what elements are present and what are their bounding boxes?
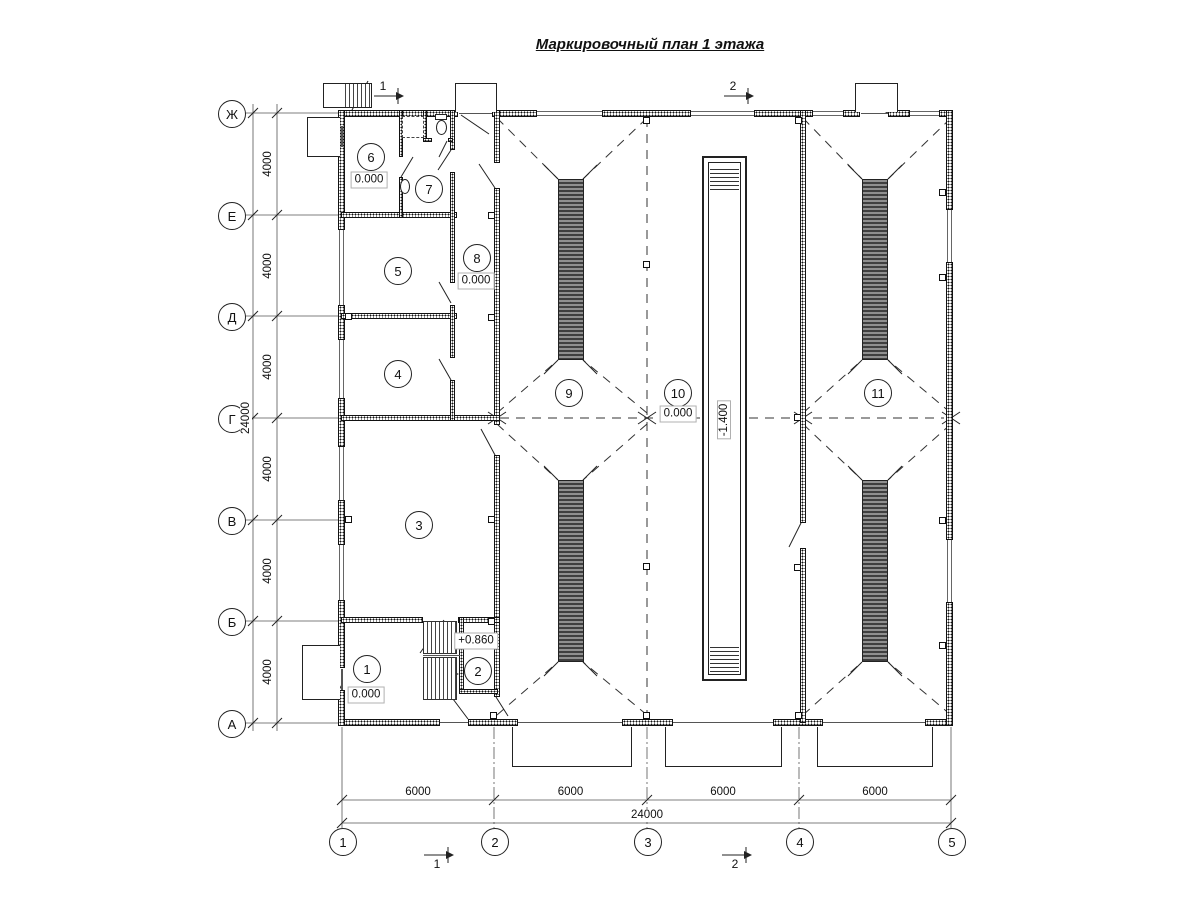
- axis-circle-col: 2: [481, 828, 509, 856]
- axis-circle-col: 5: [938, 828, 966, 856]
- column-pilaster: [643, 712, 650, 719]
- wall-segment: [450, 305, 455, 358]
- column-pilaster: [488, 212, 495, 219]
- window: [910, 111, 939, 116]
- axis-circle-row: А: [218, 710, 246, 738]
- roof-slope-line: [583, 360, 647, 413]
- threshold-line: [673, 722, 773, 723]
- pit-steps-bottom: [710, 644, 739, 672]
- window: [947, 210, 952, 262]
- section-mark-label: 2: [731, 857, 739, 871]
- threshold-line: [861, 113, 888, 114]
- toilet-bowl: [436, 120, 447, 135]
- column-pilaster: [490, 712, 497, 719]
- roof-slope-line-tip: [848, 165, 862, 179]
- dim-label-bottom: 6000: [557, 786, 584, 798]
- wall-segment: [946, 262, 953, 540]
- entrance-porch: [307, 117, 340, 157]
- window: [947, 540, 952, 602]
- entrance-porch: [302, 645, 340, 700]
- wall-segment: [459, 689, 498, 694]
- roof-slope-line-tip: [888, 662, 902, 676]
- window: [339, 447, 344, 500]
- room-number-circle: 1: [353, 655, 381, 683]
- door-swing-line: [438, 150, 451, 170]
- roof-slope-line-tip: [888, 360, 902, 374]
- wall-segment: [946, 602, 953, 726]
- dim-label-left: 4000: [262, 252, 274, 279]
- threshold-line: [341, 126, 343, 147]
- pit-steps-top: [710, 166, 739, 192]
- elevation-label: 0.000: [348, 687, 385, 704]
- dim-label-bottom-total: 24000: [631, 809, 663, 821]
- roof-slope-line-tip: [544, 466, 558, 480]
- roof-lantern-strip: [558, 179, 584, 360]
- roof-slope-line-tip: [888, 466, 902, 480]
- threshold-line: [518, 722, 622, 723]
- section-arrowhead: [396, 92, 404, 100]
- roof-slope-line-tip: [583, 466, 597, 480]
- axis-circle-col: 4: [786, 828, 814, 856]
- dim-label-left: 4000: [262, 557, 274, 584]
- stair-flight-upper: [423, 621, 457, 654]
- wall-segment: [450, 380, 455, 421]
- axis-circle-col: 1: [329, 828, 357, 856]
- room-number-circle: 7: [415, 175, 443, 203]
- room-number-circle: 3: [405, 511, 433, 539]
- column-pilaster: [939, 189, 946, 196]
- door-swing-line: [439, 282, 451, 303]
- axis-circle-col: 3: [634, 828, 662, 856]
- door-swing-line: [479, 164, 495, 188]
- column-pilaster: [488, 618, 495, 625]
- roof-slope-line-tip: [583, 662, 597, 676]
- door-swing-line: [789, 523, 801, 547]
- column-pilaster: [939, 642, 946, 649]
- door-swing-line: [461, 115, 489, 134]
- door-swing-line: [481, 429, 495, 455]
- section-mark-label: 2: [729, 79, 737, 93]
- window: [339, 340, 344, 398]
- wall-segment: [338, 500, 345, 545]
- roof-lantern-strip: [862, 179, 888, 360]
- column-pilaster: [643, 261, 650, 268]
- room-number-circle: 9: [555, 379, 583, 407]
- column-pilaster: [939, 274, 946, 281]
- wall-segment: [494, 455, 500, 697]
- column-pilaster: [345, 313, 352, 320]
- roof-slope-line: [888, 424, 951, 480]
- axis-circle-row: Е: [218, 202, 246, 230]
- axis-circle-row: Д: [218, 303, 246, 331]
- roof-slope-line: [497, 662, 558, 715]
- roof-slope-line-tip: [544, 662, 558, 676]
- roof-slope-line-tip: [888, 165, 902, 179]
- roof-slope-line-tip: [544, 360, 558, 374]
- room-number-circle: 5: [384, 257, 412, 285]
- column-pilaster: [795, 712, 802, 719]
- wall-segment: [448, 138, 453, 142]
- roof-slope-line-tip: [848, 360, 862, 374]
- wall-segment: [341, 313, 457, 319]
- door-swing-line: [401, 157, 413, 177]
- roof-slope-line-tip: [583, 165, 597, 179]
- door-swing-line: [439, 359, 451, 380]
- door-swing-line: [496, 697, 508, 716]
- section-mark-label: 1: [379, 79, 387, 93]
- roof-slope-line: [803, 360, 862, 413]
- column-pilaster: [643, 563, 650, 570]
- room-number-circle: 11: [864, 379, 892, 407]
- roof-lantern-strip: [862, 480, 888, 662]
- threshold-line: [823, 722, 925, 723]
- column-pilaster: [488, 516, 495, 523]
- room-number-circle: 2: [464, 657, 492, 685]
- wall-segment: [450, 110, 455, 150]
- roof-slope-line: [583, 424, 647, 480]
- roof-lantern-strip: [558, 480, 584, 662]
- wall-segment: [800, 110, 806, 523]
- wall-segment: [341, 719, 440, 726]
- column-pilaster: [345, 516, 352, 523]
- dim-label-bottom: 6000: [405, 786, 431, 798]
- wall-segment: [423, 138, 432, 142]
- axis-circle-row: Г: [218, 405, 246, 433]
- pit-elevation-label: -1.400: [717, 401, 731, 440]
- threshold-line: [341, 669, 343, 690]
- wall-segment: [946, 110, 953, 210]
- dim-label-left: 4000: [262, 659, 274, 685]
- roof-slope-line-tip: [848, 662, 862, 676]
- shower-tray: [402, 116, 424, 138]
- section-arrowhead: [744, 851, 752, 859]
- elevation-label: 0.000: [458, 273, 495, 290]
- roof-slope-line-tip: [583, 360, 597, 374]
- column-pilaster: [643, 117, 650, 124]
- dim-label-bottom: 6000: [862, 786, 888, 798]
- elevation-label: 0.000: [351, 172, 388, 189]
- section-arrowhead: [746, 92, 754, 100]
- wall-segment: [494, 110, 500, 163]
- roof-slope-line: [583, 662, 647, 715]
- sink: [400, 179, 410, 194]
- room-number-circle: 10: [664, 379, 692, 407]
- dim-label-left: 4000: [262, 151, 274, 177]
- axis-circle-row: Б: [218, 608, 246, 636]
- threshold-line: [459, 113, 492, 114]
- elevation-label: +0.860: [454, 633, 498, 650]
- dim-label-bottom: 6000: [710, 786, 736, 798]
- wall-segment: [338, 305, 345, 340]
- column-pilaster: [794, 564, 801, 571]
- stair-flight-lower: [423, 657, 457, 700]
- roof-slope-line: [803, 662, 862, 715]
- threshold-line: [440, 722, 468, 723]
- roof-slope-line: [497, 360, 558, 413]
- column-pilaster: [794, 414, 801, 421]
- wall-segment: [773, 719, 823, 726]
- window: [339, 545, 344, 600]
- dim-label-left: 4000: [262, 354, 274, 380]
- window: [813, 111, 843, 116]
- dim-label-left: 4000: [262, 456, 274, 482]
- roof-slope-line-tip: [848, 466, 862, 480]
- room-number-circle: 4: [384, 360, 412, 388]
- wall-segment: [341, 617, 423, 623]
- roof-slope-line: [888, 662, 951, 715]
- exterior-stair-steps: [342, 84, 371, 107]
- column-pilaster: [939, 517, 946, 524]
- roof-slope-line: [888, 360, 951, 413]
- drawing-title: Маркировочный план 1 этажа: [535, 36, 765, 53]
- wall-segment: [338, 398, 345, 447]
- window: [537, 111, 602, 116]
- axis-circle-row: Ж: [218, 100, 246, 128]
- section-arrowhead: [446, 851, 454, 859]
- entrance-porch: [455, 83, 497, 112]
- wall-segment: [602, 110, 691, 117]
- axis-circle-row: В: [218, 507, 246, 535]
- dim-label-left-total: 24000: [240, 402, 252, 434]
- wall-segment: [468, 719, 518, 726]
- roof-slope-line-tip: [544, 165, 558, 179]
- gate-ramp: [512, 727, 632, 767]
- roof-slope-line: [497, 424, 558, 480]
- room-number-circle: 6: [357, 143, 385, 171]
- entrance-porch: [855, 83, 898, 112]
- door-swing-line: [439, 141, 447, 157]
- wall-segment: [800, 548, 806, 723]
- window: [339, 230, 344, 305]
- room-number-circle: 8: [463, 244, 491, 272]
- wall-segment: [622, 719, 673, 726]
- gate-ramp: [665, 727, 782, 767]
- gate-ramp: [817, 727, 933, 767]
- column-pilaster: [488, 314, 495, 321]
- column-pilaster: [795, 117, 802, 124]
- wall-segment: [341, 415, 500, 421]
- wall-segment: [494, 188, 500, 425]
- door-swing-line: [453, 699, 468, 719]
- elevation-label: 0.000: [660, 406, 697, 423]
- wall-segment: [450, 172, 455, 283]
- section-mark-label: 1: [433, 857, 441, 871]
- threshold-line: [423, 655, 460, 656]
- window: [691, 111, 754, 116]
